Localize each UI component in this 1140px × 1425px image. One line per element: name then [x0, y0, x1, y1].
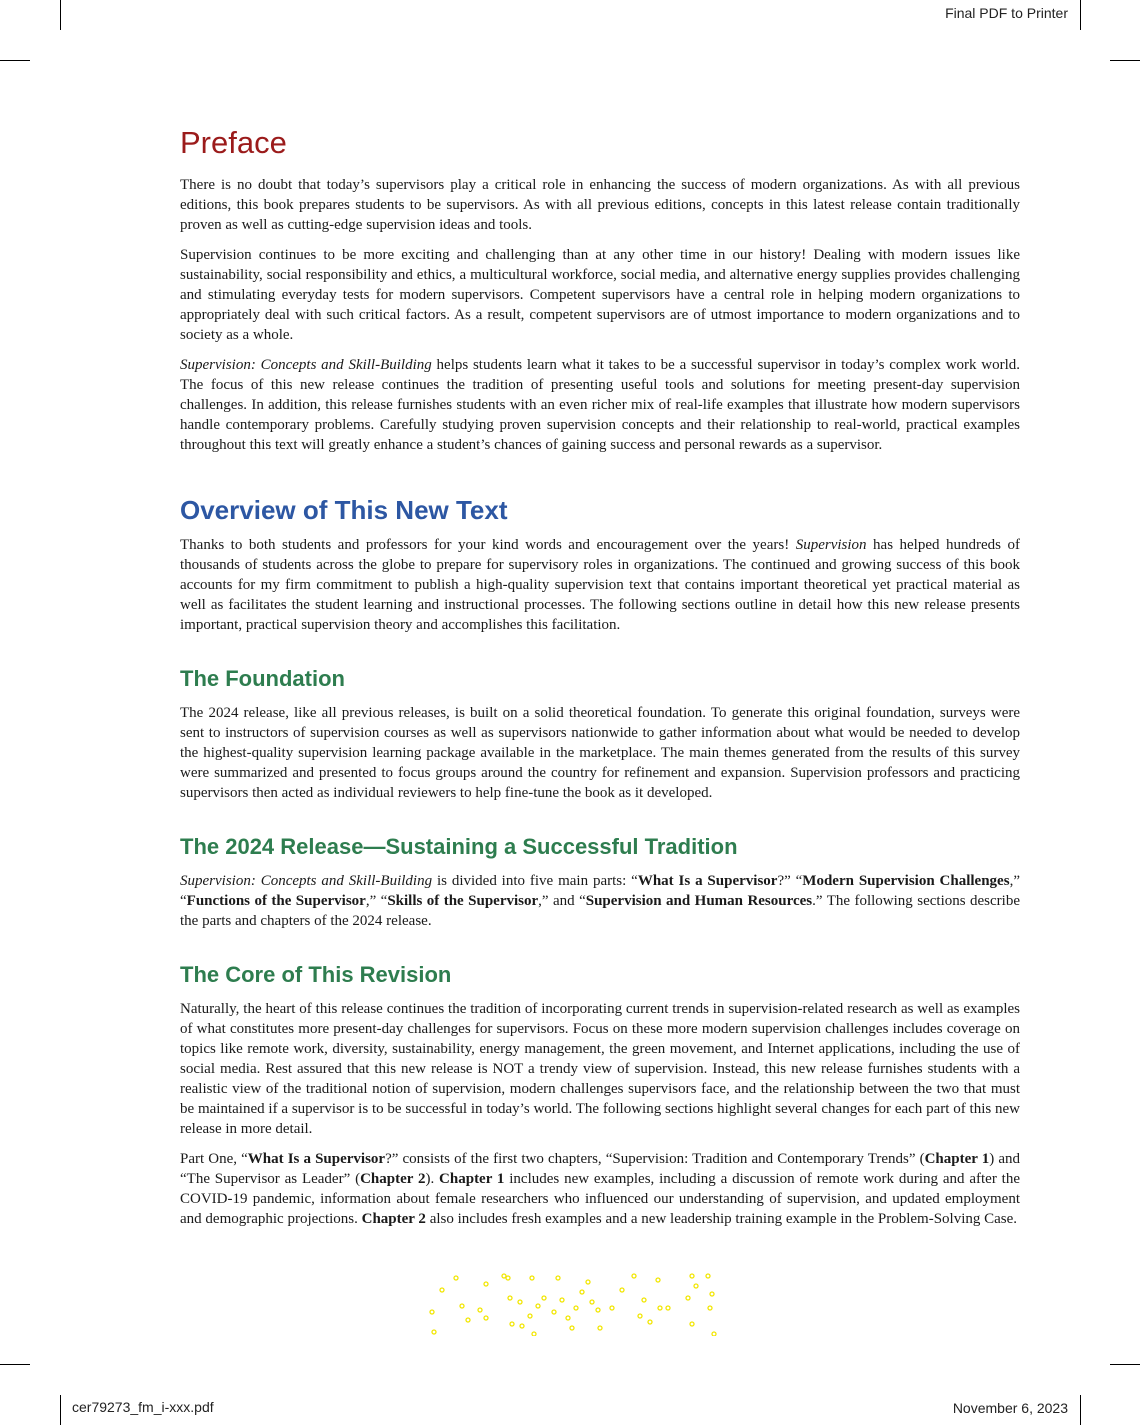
decorative-dot [454, 1276, 458, 1280]
decorative-dot [510, 1322, 514, 1326]
decorative-dot [518, 1300, 522, 1304]
crop-mark [1110, 60, 1140, 61]
foundation-paragraph: The 2024 release, like all previous releases, is built on a solid theoretical foundation. To generate this original foundation, surveys were sent to instructors of supervision courses as well as supervisors nationwide to gather information about what would be needed to develop the highest-quality supervision learning package available in the marketplace. The main themes generated from the results of this survey were summarized and presented to focus groups around the country for refinement and expansion. Supervision professors and practicing supervisors then acted as individual reviewers to help fine-tune the book as it developed. [180, 705, 1020, 801]
decorative-dot [484, 1282, 488, 1286]
decorative-dot [694, 1284, 698, 1288]
decorative-dot [710, 1292, 714, 1296]
decorative-dot [686, 1296, 690, 1300]
crop-mark [60, 1395, 61, 1425]
decorative-dot [532, 1332, 536, 1336]
decorative-dot [560, 1298, 564, 1302]
date-slug: November 6, 2023 [952, 1400, 1068, 1416]
decorative-dot [552, 1310, 556, 1314]
decorative-dot [460, 1304, 464, 1308]
decorative-dot [708, 1306, 712, 1310]
core-title: The Core of This Revision [180, 962, 452, 987]
decorative-dot [690, 1322, 694, 1326]
printer-slug: Final PDF to Printer [945, 5, 1068, 21]
decorative-dot [706, 1274, 710, 1278]
decorative-dot [656, 1278, 660, 1282]
decorative-dot [556, 1276, 560, 1280]
overview-paragraph: Thanks to both students and professors for your kind words and encouragement over the years! Supervision has helped hundreds of thousands of students across the globe to prepare for supervisory roles in organizations. The continued and growing success of this book accounts for my firm commitment to publish a high-quality supervision text that contains important theoretical yet practical material as well as facilitates the student learning and instructional processes. The following sections outline in detail how this new release presents important, practical supervision theory and accomplishes this facilitation. [180, 537, 1020, 633]
decorative-dot [466, 1318, 470, 1322]
decorative-dot [430, 1310, 434, 1314]
decorative-dot [508, 1296, 512, 1300]
decorative-dot [690, 1274, 694, 1278]
preface-paragraph-3: Supervision: Concepts and Skill-Building helps students learn what it takes to be a successful supervisor in today’s complex work world. The focus of this new release continues the tradition of presenting useful tools and solutions for meeting present-day supervision challenges. In addition, this release furnishes students with an even richer mix of real-life examples that illustrate how modern supervisors handle contemporary problems. Carefully studying proven supervision concepts and their relationship to real-world, practical examples throughout this text will greatly enhance a student’s chances of gaining success and personal rewards as a supervisor. [180, 357, 1020, 453]
decorative-dot [570, 1326, 574, 1330]
decorative-dot [620, 1288, 624, 1292]
decorative-dot [478, 1308, 482, 1312]
decorative-dot [536, 1304, 540, 1308]
decorative-dot [590, 1300, 594, 1304]
decorative-dot [610, 1306, 614, 1310]
decorative-dot [530, 1276, 534, 1280]
crop-mark [0, 60, 30, 61]
decorative-dot [586, 1280, 590, 1284]
release-title: The 2024 Release—Sustaining a Successful Tradition [180, 834, 738, 859]
decorative-dot [632, 1274, 636, 1278]
decorative-dot [712, 1332, 716, 1336]
decorative-dot [484, 1316, 488, 1320]
decorative-dot [596, 1308, 600, 1312]
preface-title: Preface [180, 125, 287, 160]
crop-mark [1080, 0, 1081, 30]
decorative-dot [598, 1326, 602, 1330]
preface-paragraph-2: Supervision continues to be more exciting and challenging than at any other time in our history! Dealing with modern issues like sustainability, social responsibility and ethics, a multicultural workforce, social media, and alternative energy supplies provides challenging and stimulating everyday tests for modern supervisors. Competent supervisors have a central role in helping modern organizations to appropriately deal with such critical factors. As a result, competent supervisors are of utmost importance to modern organizations and to society as a whole. [180, 247, 1020, 343]
foundation-title: The Foundation [180, 666, 345, 691]
crop-mark [0, 1364, 30, 1365]
decorative-dot [580, 1290, 584, 1294]
book-title: Supervision: Concepts and Skill-Building [180, 357, 432, 373]
decorative-dot [440, 1288, 444, 1292]
page-content [180, 120, 1020, 1239]
release-paragraph: Supervision: Concepts and Skill-Building is divided into five main parts: “What Is a Supervisor?” “Modern Supervision Challenges,” “Functions of the Supervisor,” “Skills of the Supervisor,” and “Supervision and Human Resources.” The following sections describe the parts and chapters of the 2024 release. [180, 873, 1020, 929]
decorative-dot [432, 1330, 436, 1334]
decorative-dot [566, 1316, 570, 1320]
crop-mark [1110, 1364, 1140, 1365]
crop-mark [60, 0, 61, 30]
core-paragraph-1: Naturally, the heart of this release continues the tradition of incorporating current trends in supervision-related research as well as examples of what constitutes more present-day challenges for supervisors. Focus on these more modern supervision challenges includes coverage on topics like remote work, diversity, sustainability, energy management, the green movement, and Internet applications, including the use of social media. Rest assured that this new release is NOT a trendy view of supervision. Instead, this new release furnishes students with a realistic view of the traditional notion of supervision, modern challenges supervisors face, and the relationship between the two that must be maintained if a supervisor is to be successful in today’s world. The following sections highlight several changes for each part of this new release in more detail. [180, 1001, 1020, 1137]
crop-mark [1080, 1395, 1081, 1425]
decorative-dot [520, 1324, 524, 1328]
decorative-dot [648, 1320, 652, 1324]
decorative-dot [502, 1274, 506, 1278]
decorative-dot [542, 1296, 546, 1300]
decorative-dot-pattern [424, 1272, 718, 1336]
decorative-dot [528, 1314, 532, 1318]
decorative-dot [638, 1314, 642, 1318]
file-name-slug: cer79273_fm_i-xxx.pdf [72, 1399, 214, 1415]
decorative-dot [574, 1306, 578, 1310]
core-paragraph-2: Part One, “What Is a Supervisor?” consists of the first two chapters, “Supervision: Tradition and Contemporary Trends” (Chapter 1) and “The Supervisor as Leader” (Chapter 2). Chapter 1 includes new examples, including a discussion of remote work during and after the COVID-19 pandemic, information about female researchers who influenced our understanding of supervision, and updated employment and demographic projections. Chapter 2 also includes fresh examples and a new leadership training example in the Problem-Solving Case. [180, 1151, 1020, 1227]
preface-paragraph-1: There is no doubt that today’s supervisors play a critical role in enhancing the success of modern organizations. As with all previous editions, this book prepares students to be supervisors. As with all previous editions, concepts in this latest release contain traditionally proven as well as cutting-edge supervision ideas and tools. [180, 177, 1020, 233]
decorative-dot [642, 1298, 646, 1302]
decorative-dot [666, 1306, 670, 1310]
decorative-dot [506, 1276, 510, 1280]
decorative-dot [658, 1306, 662, 1310]
overview-title: Overview of This New Text [180, 495, 508, 525]
